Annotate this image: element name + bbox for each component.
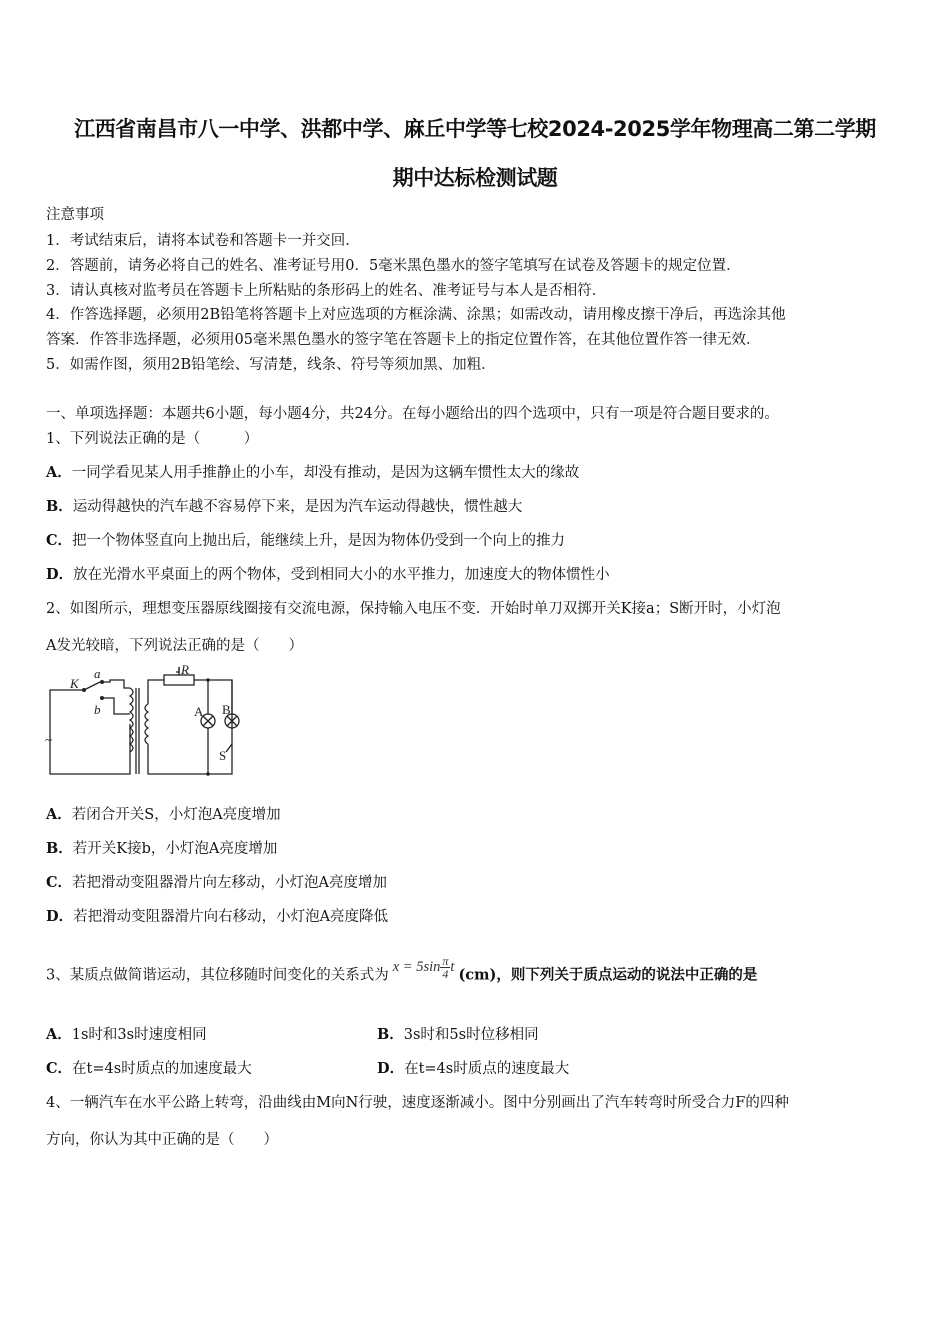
option-label: A． bbox=[46, 1026, 72, 1043]
option-text: 1s时和3s时速度相同 bbox=[71, 1027, 207, 1043]
terminal-a bbox=[100, 680, 104, 684]
switch-k-blade bbox=[84, 682, 100, 690]
q3-stem-before: 3、某质点做简谐运动，其位移随时间变化的关系式为 bbox=[46, 967, 389, 984]
q2-stem-line2: A发光较暗，下列说法正确的是（ ） bbox=[46, 638, 303, 654]
formula-left: x = 5sin bbox=[392, 958, 441, 975]
q1-option-b bbox=[46, 495, 522, 516]
note-item: 4．作答选择题，必须用2B铅笔将答题卡上对应选项的方框涂满、涂黑；如需改动，请用橡皮擦干净后，再选涂其他 bbox=[46, 307, 786, 323]
label-lamp-a: A bbox=[194, 704, 204, 719]
option-text: 在t=4s时质点的速度最大 bbox=[404, 1061, 570, 1077]
label-r: R bbox=[181, 664, 189, 677]
option-text: 若闭合开关S，小灯泡A亮度增加 bbox=[71, 807, 281, 823]
label-lamp-b: B bbox=[222, 702, 231, 717]
option-label: D． bbox=[46, 566, 74, 583]
rheostat-r bbox=[164, 675, 194, 685]
option-label: A． bbox=[46, 464, 72, 481]
q2-stem-line1: 2、如图所示，理想变压器原线圈接有交流电源，保持输入电压不变．开始时单刀双掷开关K接a；S断开时，小灯泡 bbox=[46, 601, 781, 617]
note-item: 5．如需作图，须用2B铅笔绘、写清楚，线条、符号等须加黑、加粗． bbox=[46, 357, 496, 373]
wire-a bbox=[102, 680, 130, 688]
switch-k-pivot bbox=[82, 688, 86, 692]
option-label: A． bbox=[46, 806, 72, 823]
option-text: 在t=4s时质点的加速度最大 bbox=[72, 1061, 252, 1077]
q2-option-c bbox=[46, 871, 387, 892]
label-s: S bbox=[219, 748, 227, 763]
wire-b bbox=[102, 698, 130, 714]
label-b: b bbox=[94, 702, 101, 717]
option-text: 一同学看见某人用手推静止的小车，却没有推动，是因为这辆车惯性太大的缘故 bbox=[71, 465, 580, 481]
secondary-coil bbox=[145, 704, 148, 744]
note-item: 2．答题前，请务必将自己的姓名、准考证号用0．5毫米黑色墨水的签字笔填写在试卷及答题卡的规定位置． bbox=[46, 258, 741, 274]
option-label: D． bbox=[46, 908, 74, 925]
q1-option-d bbox=[46, 563, 610, 584]
transformer-circuit-figure bbox=[44, 664, 244, 779]
q1-option-c bbox=[46, 529, 565, 550]
junction-dot bbox=[206, 678, 210, 682]
option-label: D． bbox=[377, 1060, 405, 1077]
option-label: B． bbox=[46, 498, 73, 515]
option-text: 运动得越快的汽车越不容易停下来，是因为汽车运动得越快，惯性越大 bbox=[72, 499, 523, 515]
q3-option-b bbox=[377, 1023, 539, 1044]
q1-option-a bbox=[46, 461, 579, 482]
option-text: 放在光滑水平桌面上的两个物体，受到相同大小的水平推力，加速度大的物体惯性小 bbox=[73, 567, 610, 583]
q3-option-a bbox=[46, 1023, 207, 1044]
option-text: 3s时和5s时位移相同 bbox=[403, 1027, 539, 1043]
note-item: 答案．作答非选择题，必须用05毫米黑色墨水的签字笔在答题卡上的指定位置作答，在其他位置作答一律无效． bbox=[46, 332, 761, 348]
formula-variable: t bbox=[450, 958, 455, 975]
exam-title-line1: 江西省南昌市八一中学、洪都中学、麻丘中学等七校2024-2025学年物理高二第二学期 bbox=[74, 117, 876, 141]
option-label: C． bbox=[46, 1060, 73, 1077]
q3-option-d bbox=[377, 1057, 569, 1078]
q3-stem-after: (cm)，则下列关于质点运动的说法中正确的是 bbox=[458, 966, 758, 984]
option-label: C． bbox=[46, 874, 73, 891]
notes-heading: 注意事项 bbox=[46, 207, 104, 223]
junction-dot bbox=[206, 772, 210, 776]
note-item: 3．请认真核对监考员在答题卡上所粘贴的条形码上的姓名、准考证号与本人是否相符． bbox=[46, 283, 607, 299]
formula-fraction bbox=[440, 955, 450, 980]
option-text: 若把滑动变阻器滑片向左移动，小灯泡A亮度增加 bbox=[72, 875, 388, 891]
q2-option-d bbox=[46, 905, 388, 926]
q4-stem-line2: 方向，你认为其中正确的是（ ） bbox=[46, 1132, 278, 1148]
note-item: 1．考试结束后，请将本试卷和答题卡一并交回． bbox=[46, 233, 360, 249]
label-a: a bbox=[94, 666, 101, 681]
q3-formula bbox=[393, 955, 455, 980]
formula-denominator: 4 bbox=[442, 967, 449, 981]
q2-option-b bbox=[46, 837, 277, 858]
label-k: K bbox=[70, 676, 79, 691]
primary-wire bbox=[50, 690, 130, 774]
option-text: 若把滑动变阻器滑片向右移动，小灯泡A亮度降低 bbox=[73, 909, 389, 925]
option-label: B． bbox=[46, 840, 73, 857]
q1-stem: 1、下列说法正确的是（ ） bbox=[46, 431, 259, 447]
q4-stem-line1: 4、一辆汽车在水平公路上转弯，沿曲线由M向N行驶，速度逐渐减小。图中分别画出了汽车转弯时所受合力F的四种 bbox=[46, 1095, 789, 1111]
secondary-wire-top bbox=[148, 680, 164, 704]
exam-title-line2: 期中达标检测试题 bbox=[392, 166, 558, 190]
option-label: B． bbox=[377, 1026, 404, 1043]
label-ac-source: ~ bbox=[45, 732, 53, 747]
terminal-b bbox=[100, 696, 104, 700]
switch-s-blade bbox=[226, 744, 232, 752]
q2-option-a bbox=[46, 803, 281, 824]
option-text: 把一个物体竖直向上抛出后，能继续上升，是因为物体仍受到一个向上的推力 bbox=[72, 533, 566, 549]
q3-option-c bbox=[46, 1057, 252, 1078]
q3-stem bbox=[46, 954, 758, 988]
option-text: 若开关K接b，小灯泡A亮度增加 bbox=[72, 841, 278, 857]
option-label: C． bbox=[46, 532, 73, 549]
section-heading: 一、单项选择题：本题共6小题，每小题4分，共24分。在每小题给出的四个选项中，只有一项是符合题目要求的。 bbox=[46, 406, 779, 422]
formula-numerator: π bbox=[442, 954, 449, 968]
